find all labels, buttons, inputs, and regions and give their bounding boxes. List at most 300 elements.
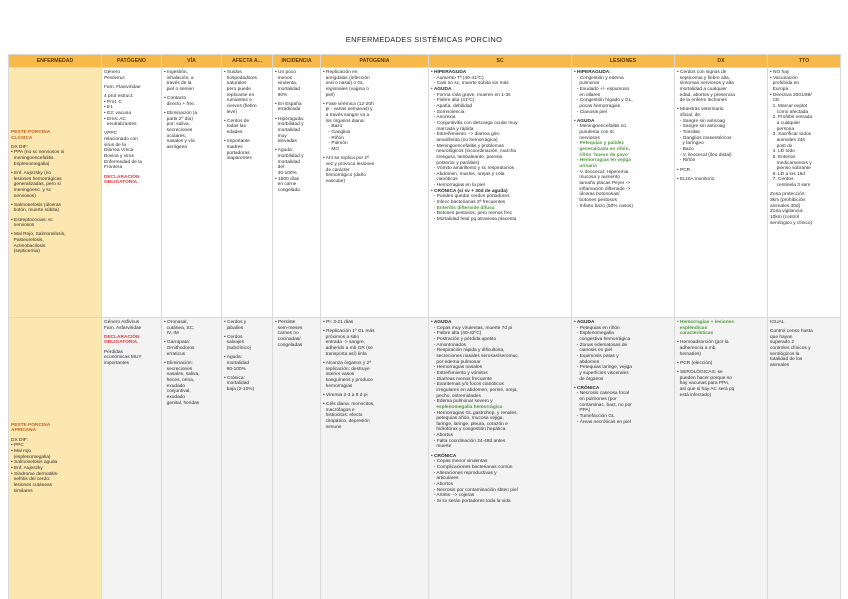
cell-line: ◦ Enteritis difteroide difusa [431, 205, 495, 211]
cell-line: • Mal rojo [11, 448, 32, 454]
header-patogeno: PATÓGENO [102, 55, 162, 68]
cell-line: vez y provoca lesiones [323, 161, 375, 167]
cell-dx [675, 68, 768, 318]
cell-line: piel o semen [164, 86, 194, 92]
cell-line: ◦ Exantemas y/o focos cianóticos [431, 382, 504, 388]
cell-line: • CRÓNICA [431, 453, 457, 459]
diseases-table [8, 54, 841, 599]
cell-line: purulenta con sc [574, 130, 615, 136]
cell-line: adherido a mb GR (se [323, 346, 373, 352]
cell-line: ◦ Estreñimiento --> diarrea gris- [431, 132, 501, 138]
cell-line: ◦ Sangre sin anticoag [677, 118, 726, 124]
cell-line: ◦ Necrosis por contaminación sbten piel [431, 487, 518, 493]
cell-line: Género [104, 70, 120, 75]
cell-line: replicación: destruye [323, 366, 370, 372]
cell-line: • Replicación 1º GL más [323, 329, 375, 335]
cell-line: • Salmonelosis (úlceras [11, 202, 61, 208]
cell-line: ◦ Postración y pérdida apetito [431, 336, 497, 342]
cell-line: Pérdidas [104, 349, 123, 355]
cell-line: • AGUDA [431, 320, 452, 325]
cell-patogeno [102, 68, 162, 318]
cell-line: VPPC [104, 131, 118, 137]
cell-line: espléndicas [677, 325, 708, 331]
cell-line: ◦ Congestión y edema [574, 75, 624, 81]
cell-line: adherencia a mb [677, 346, 716, 352]
cell-line: úlceras botonosas/ [574, 192, 620, 198]
cell-via [162, 318, 222, 599]
cell-line: ◦ Abdomen, muslos, orejas y cola [431, 171, 505, 177]
header-tto: TTO [768, 55, 841, 68]
cell-line: • Céls diana: monocitos, [323, 401, 375, 407]
cell-line: • Ahí se replica por 2ª [323, 156, 369, 162]
cell-line: generalizada en riñón, [574, 147, 630, 153]
cell-line: ◦ Artritis --> cojeras [431, 493, 475, 499]
cell-line: DX DIF: [11, 144, 29, 150]
cell-line: edades [224, 130, 243, 136]
cell-line: ◦ Aumento Tª (40-41ºC) [431, 75, 484, 81]
cell-line: • Prot. C [104, 99, 122, 105]
cell-line: • Hemoadsorción (por la [677, 340, 729, 346]
cell-line: animales 30d) [770, 203, 801, 209]
cell-line: • Replicación en [323, 70, 358, 75]
cell-dx [675, 318, 768, 599]
cell-line: pocas hemorragias [574, 103, 621, 109]
cell-line: nerviosos) [11, 193, 36, 199]
cell-line: ◦ Petequias en riñón [574, 325, 620, 331]
cell-line: 7. Cerdos [770, 177, 794, 183]
cell-line: • PCR [677, 167, 691, 173]
cell-line: ◦ MO [323, 147, 340, 153]
cell-line: 4. LD todo [770, 149, 795, 155]
cell-line: mucosa y aumento [574, 175, 620, 181]
cell-line: • Un poco [275, 70, 296, 75]
cell-line: los órganos diana: [323, 118, 365, 124]
cell-line: menos [275, 75, 293, 81]
cell-line: PESTE PORCINA [11, 130, 51, 136]
cell-line: y faríngeo [677, 141, 704, 147]
cell-line: lesiones cutáneas [11, 482, 53, 488]
cell-line: portadoras [224, 150, 250, 156]
page-title: ENFERMEDADES SISTÉMICAS PORCINO [345, 35, 503, 44]
cell-line: partir 2º día) [164, 116, 193, 122]
cell-line: • Enf. Aujeszky [11, 465, 43, 471]
cell-line: hay vacunas para PPA, [677, 381, 730, 387]
cell-line: 6. LD a los 15d [770, 171, 805, 177]
cell-line: de la enferm lechones [677, 98, 727, 104]
cell-line: post dx [770, 143, 793, 149]
cell-line: 90-100% [224, 366, 246, 372]
cell-line: a través sangre va a [323, 113, 370, 119]
header-sc: SC [429, 55, 572, 68]
cell-line: • Hiperaguda: [275, 116, 305, 122]
cell-line: • Cerdos de [224, 118, 250, 124]
cell-line: través de la [164, 81, 192, 87]
cell-line: marcada y rápida [431, 126, 474, 132]
cell-line: sem-meses [275, 325, 303, 331]
cell-line: ◦ Meningoencefalitis y problemas [431, 143, 504, 149]
cell-line: Pestivirus [104, 75, 125, 81]
cell-line: IGUAL [770, 320, 785, 325]
cell-line: síntomas nerviosos y alta [677, 81, 734, 87]
cell-line: abdomen [574, 359, 600, 365]
cell-line: Enfermedad de la [104, 159, 142, 165]
cell-line: pecho, extremidades [431, 393, 481, 399]
cell-line: • Importante [224, 139, 250, 145]
cell-line: • AGUDA [574, 118, 595, 124]
cell-line: hidrotórax y congestión hepática [431, 427, 506, 433]
cell-line: ◦ Cepas muy virulentas, muerte 7d pi [431, 325, 513, 331]
cell-line: • Persiste [275, 320, 296, 325]
cell-line: congeladas [275, 342, 303, 348]
cell-line: inhalación, a [164, 75, 194, 81]
cell-line: • E2: vacuna [104, 110, 132, 116]
cell-line: 5. Enterrar [770, 154, 796, 160]
cell-line: inmune [323, 424, 342, 430]
cell-line: IV, IM [164, 331, 179, 337]
cell-line: citopático, depresión [323, 418, 370, 424]
cell-line: ◦ Abortos [431, 481, 453, 487]
cell-line: nefritis del cerdo: [11, 477, 51, 483]
cell-line: Esplenomegalia) [11, 161, 50, 167]
cell-line: ◦ Bazo [677, 147, 694, 153]
cell-line: • Salmonelosis aguda [11, 460, 58, 466]
cell-line: macrófagos e [323, 407, 355, 413]
cell-line: • 1500 días [275, 176, 300, 182]
cell-line: replicarse en [224, 92, 255, 98]
cell-line: animales 24h [770, 137, 806, 143]
cell-line: como afectada [770, 109, 809, 115]
cell-line: ◦ Diarreas menos frecuente [431, 376, 492, 382]
cell-line: por edema pulmonar [431, 359, 481, 365]
cell-line: ◦ Zonas edematosas de [574, 342, 628, 348]
cell-line: cocinadas/ [275, 336, 301, 342]
cell-line: genital, heridas [164, 400, 200, 406]
cell-line: mortalidad [224, 360, 250, 366]
cell-line: Frontera [104, 165, 123, 171]
cell-line: pienso sobrante [770, 166, 811, 172]
cell-enfermedad [9, 318, 102, 599]
cell-line: • PI: 3-21 días [323, 320, 354, 325]
cell-line: ◦ Tonsilas [677, 130, 700, 136]
cell-line: ◦ Ganglios [323, 130, 351, 136]
cell-line: • Muestras veterinario [677, 107, 724, 113]
cell-incidencia [273, 68, 321, 318]
cell-line: serológico y clínico) [770, 220, 813, 226]
cell-line: DECLARACIÓN [104, 174, 140, 180]
cell-line: virus de la [104, 142, 126, 148]
cell-line: ◦ Hemorragias en vejiga [574, 158, 631, 164]
cell-line: todas las [224, 124, 246, 130]
cell-line: ◦ Fiebre alta (41ºC) [431, 98, 475, 104]
cell-line: • Aguda: [224, 355, 242, 361]
cell-line: 3km (prohibición [770, 197, 806, 203]
cell-line: inflamación difteroide -> [574, 186, 631, 192]
cell-line: 10km (control [770, 214, 800, 220]
cell-line: • Alcanza órganos y 2ª [323, 360, 371, 366]
cell-line: hemorrágico (daño [323, 173, 366, 179]
cell-line: 3. Sacrificar todos [770, 132, 812, 138]
cell-line: ◦ Equimosis patas y [574, 353, 619, 359]
cell-line: ◦ Infecc bacterianas 2ª frecuentes [431, 200, 506, 206]
cell-line: generalizadas, pero sí [11, 182, 61, 188]
cell-line: está infectado) [677, 392, 712, 398]
cell-line: vascular) [323, 178, 346, 184]
cell-line: ◦ Hemorragias en la piel [431, 183, 485, 189]
cell-line: ◦ Falta coordinación 24-48d antes [431, 438, 506, 444]
cell-line: ◦ Infarto bazo (50% casos) [574, 203, 634, 209]
cell-line: riñón ´huevo de pavo´ [574, 152, 630, 158]
cell-line: • Cerdos con signos de [677, 70, 727, 75]
cell-line: ◦ Meningoencefalitis no [574, 124, 627, 130]
cell-line: posterior y parálisis) [431, 160, 480, 166]
cell-line: 2. Prohibir entrada [770, 115, 813, 121]
cell-line: en ollares [574, 92, 601, 98]
cell-line: amarillenta (no hemorrágica) [431, 137, 498, 143]
cell-line: ◦ Pueden quedar cerdos portadores [431, 194, 510, 200]
cell-line: ◦ V. ileocecal: Hiperemia [574, 169, 629, 175]
cell-line: en carne [275, 182, 297, 188]
cell-via [162, 68, 222, 318]
cell-line: así que si hay AC será pq [677, 387, 735, 393]
cell-line: • Viremia 2-3 a 8 d pi [323, 392, 368, 398]
cell-tto [768, 318, 841, 599]
cell-line: • CRÓNICA [574, 385, 600, 391]
cell-sc [429, 318, 572, 599]
cell-line: AFRICANA [11, 428, 37, 434]
cell-line: insegura, tambaleante, paresia [431, 154, 503, 160]
header-dx: DX [675, 55, 768, 68]
cell-line: ◦ Sangre sin anticoag [677, 124, 726, 130]
cell-line: Género Asfivirus [104, 320, 140, 325]
cell-line: ◦ Hemorragias GL gastrohep. y renales, [431, 410, 518, 416]
cell-patogeno [102, 318, 162, 599]
cell-line: ◦ Riñón [677, 158, 696, 164]
cell-line: exudado [164, 383, 186, 389]
cell-line: PESTE PORCINA [11, 422, 51, 428]
cell-line: • Vacunación [770, 75, 798, 81]
cell-line: aerógena [164, 144, 187, 150]
cell-line: mortalidad [275, 159, 301, 165]
cell-line: • En España [275, 101, 302, 107]
header-lesiones: LESIONES [572, 55, 675, 68]
cell-line: meningoencefalitis. [11, 156, 55, 162]
cell-line: ◦ Casi no sc, muerte súbita sin más [431, 81, 509, 87]
cell-line: animales [770, 363, 790, 369]
cell-line: OBLIGATORIA [104, 180, 138, 186]
cell-line: mortalidad [275, 86, 301, 92]
cell-line: que hayan [770, 334, 793, 340]
cell-line: Zona vigilancia: [770, 209, 804, 215]
cell-line: interior vasos [323, 372, 355, 378]
cell-line: erradicada [275, 107, 301, 113]
cell-line: • Suidos [224, 70, 242, 75]
cell-line: histiocitos: efecto [323, 413, 363, 419]
header-enfermedad: ENFERMEDAD [9, 55, 102, 68]
cell-line: nerviosos [574, 135, 600, 141]
cell-line: Fam. Asfarviridae [104, 325, 142, 331]
cell-line: ◦ Áreas necróticas en piel [574, 419, 631, 425]
cell-line: ◦ Esplenomegalia [574, 331, 614, 337]
cell-line: importantes [104, 360, 130, 366]
cell-line: totalidad de los [770, 357, 803, 363]
cell-line: Zona protección: [770, 192, 806, 198]
cell-line: de órganos [574, 376, 604, 382]
cell-line: próximos a sitio [323, 334, 359, 340]
cell-line: prohibida en [770, 81, 800, 87]
cell-line: ◦ Conjuntivitis con descarga ocular muy [431, 120, 518, 126]
cell-line: pero puede [224, 86, 251, 92]
cell-line: (septicemia) [11, 249, 40, 255]
cell-patogenia [321, 68, 429, 318]
cell-line: ◦ Petequias laringe, vejiga [574, 365, 632, 371]
cell-line: ciervos (fiebre [224, 103, 257, 109]
row-peste-clasica [9, 68, 841, 318]
cell-line: cianóticos [431, 177, 458, 183]
cell-line: congestiva hemorrágica [574, 336, 631, 342]
cell-line: ◦ Respiración rápida y dificultosa, [431, 348, 505, 354]
cell-line: hospedadores [224, 75, 258, 81]
cell-line: septicemia y fiebre alta, [677, 75, 731, 81]
cell-line: económicas MUY [104, 355, 142, 361]
cell-line: • ELISA monitoriz. [677, 176, 716, 182]
cell-line: amígdalas (infección [323, 75, 370, 81]
cell-line: cutánea, SC, [164, 325, 195, 331]
cell-line: características [677, 331, 714, 337]
cell-line: regionales (vagina o [323, 86, 369, 92]
cell-line: botones pestosos [574, 197, 617, 203]
cell-line: ◦ Mortalidad fetal pq atraviesa placenta [431, 217, 517, 223]
cell-line: ◦ Abortos [431, 433, 453, 439]
cell-line: oficial, de: [677, 113, 702, 119]
cell-line: oculares, [164, 133, 187, 139]
cell-line: • Oronasal, [164, 320, 188, 325]
cell-line: irregulares en abdomen, periné, oreja, [431, 387, 518, 393]
cell-line: Fam. Flaviviridae [104, 84, 141, 90]
cell-line: faringe, laringe, pleura, corazón e [431, 421, 508, 427]
cell-line: medicamentos y [770, 160, 812, 166]
cell-line: CLÁSICA [11, 135, 33, 141]
cell-line: ◦ V. ileocecal (íleo distal) [677, 152, 732, 158]
cell-line: secreciones nasales serosas/seromuc. [431, 353, 519, 359]
cell-line: 1. Marcar explot [770, 103, 808, 109]
cell-line: naturales [224, 81, 247, 87]
cell-enfermedad [9, 68, 102, 318]
cell-line: ◦ Edema pulmonar severo y [431, 399, 493, 405]
cell-line: esplenomegalia hemorrágica [431, 404, 503, 410]
cell-line: tamaño placas Peyer -> [574, 180, 631, 186]
cell-line: por: saliva, [164, 122, 190, 128]
cell-line: • PPC [11, 443, 24, 449]
cell-line: del [275, 165, 285, 171]
header-via: VÍA [162, 55, 222, 68]
cell-line: jabalíes [224, 325, 244, 331]
cell-line: y superficies viscerales [574, 370, 629, 376]
cell-line: hematíes) [677, 351, 701, 357]
cell-line: botón, muerte súbita) [11, 208, 59, 214]
header-patogenia: PATOGENIA [321, 55, 429, 68]
cell-line: • HIPERAGUDA: [574, 70, 611, 75]
cell-line: a cualquier [770, 120, 801, 126]
cell-line: salvajes [224, 340, 244, 346]
cell-line: edad, abortos y presencia [677, 92, 735, 98]
cell-line: • Mal Rojo, Salmonelosis, [11, 232, 66, 238]
cell-line: Pasteurelosis, [11, 238, 44, 244]
cell-line: • Síndrome dermatitis- [11, 471, 59, 477]
cell-line: ◦ Cepas menor virulentas [431, 459, 488, 465]
cell-line: ◦ Botones pestosos, pero menos frec [431, 211, 513, 217]
cell-line: pueden hacer porque no [677, 375, 732, 381]
cell-line: ◦ Somnolencia [431, 109, 465, 115]
cell-line: mortalidad [275, 127, 301, 133]
cell-line: articulares [431, 476, 459, 482]
cell-lesiones [572, 318, 675, 599]
cell-line: • Aguda: [275, 148, 293, 154]
cell-line: lesiones hemorrágicas [11, 176, 62, 182]
cell-line: ◦ Tumefacción GL [574, 414, 615, 419]
cell-line: meningoenc. y sc [11, 187, 51, 193]
cell-line: ◦ Forma más grave, mueren en 1-3s [431, 92, 511, 98]
cell-incidencia [273, 318, 321, 599]
cell-line: Diarrea Vírica [104, 148, 134, 154]
cell-line: ◦ Congestión hígado y GL, [574, 98, 633, 104]
cell-line: rumiantes o [224, 98, 252, 104]
cell-line: baja (2-10%) [224, 387, 255, 393]
cell-line: transporta así) linfa [323, 351, 367, 357]
cell-line: (subclínico) [224, 346, 252, 352]
cell-line: DX DIF: [11, 437, 29, 443]
cell-line: centinela 3 sem [770, 183, 811, 189]
cell-line: • PPA (no sc nerviosos ni [11, 150, 65, 156]
cell-line: virulenta, [275, 81, 298, 87]
cell-line: ◦ Alteraciones reproductivas y [431, 470, 497, 476]
cell-line: • AGUDA [431, 86, 452, 92]
cell-line: Control censo hasta [770, 329, 813, 335]
cell-line: • Enf. Aujezsky (no [11, 170, 52, 176]
cell-line: pi - varias semanas) y [323, 107, 373, 113]
cell-line: urinaria [574, 164, 597, 169]
cell-line: ◦ Vómito amarillento y sc respiratorios [431, 166, 515, 172]
cell-line: erraticus [164, 351, 186, 357]
cell-line: • Crónica: [224, 375, 245, 381]
cell-line: • Ingestión, [164, 70, 188, 75]
cell-line: • Eliminación (a [164, 110, 198, 116]
cell-line: ◦ Apatía, debilidad [431, 103, 473, 109]
cell-line: ◦ Riñón [323, 135, 344, 141]
cell-line: • HIPERAGUDA [431, 70, 467, 75]
cell-line: 4 prot estruct: [104, 93, 134, 99]
cell-line: heces, orina, [164, 377, 195, 383]
cell-line: • NO hay [770, 70, 790, 75]
cell-line: ◦ Si sv serán portadores toda la vida [431, 498, 511, 504]
cell-line: sanguíneos y produce [323, 377, 373, 383]
cell-line: nerviosos [11, 223, 35, 229]
cell-line: • Contacto [164, 96, 187, 102]
cell-line: • PCR (elección) [677, 360, 713, 366]
cell-line: ◦ Petequias y palidez [574, 141, 624, 147]
header-row [9, 55, 841, 68]
cell-line: secreciones [164, 127, 193, 133]
cell-line: Europa [770, 86, 789, 92]
cell-line: • E1 [104, 105, 113, 111]
cell-line: ◦ Cianosis piel [574, 109, 607, 115]
cell-patogenia [321, 318, 429, 599]
cell-line: 40-100% [275, 171, 297, 176]
cell-line: similares [11, 488, 33, 494]
cell-afecta [222, 318, 273, 599]
header-incidencia: INCIDENCIA [273, 55, 321, 68]
cell-line: morbilidad y [275, 154, 304, 160]
cell-line: pulmonar [574, 81, 600, 87]
